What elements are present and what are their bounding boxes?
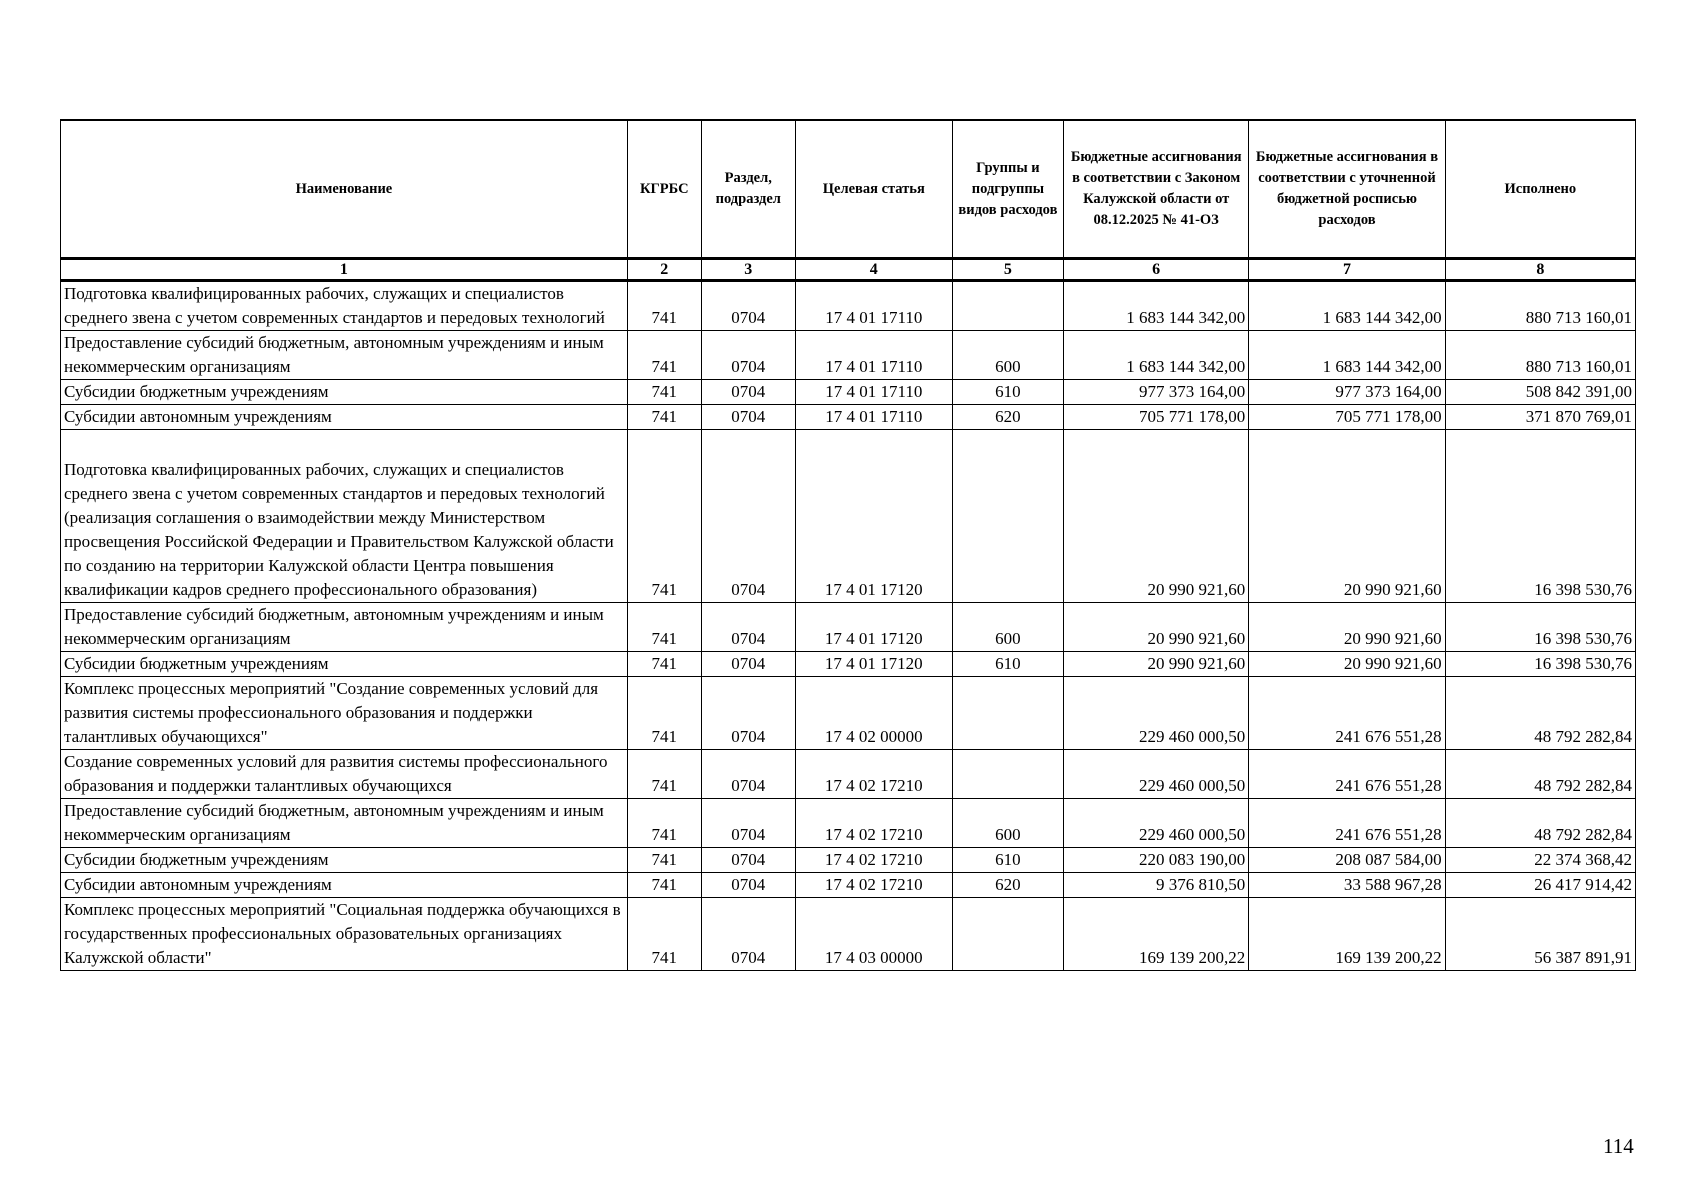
cell-refined-allocation: 241 676 551,28 xyxy=(1249,799,1445,848)
cell-section: 0704 xyxy=(701,898,795,971)
table-header xyxy=(61,120,1636,281)
cell-section: 0704 xyxy=(701,405,795,430)
column-number: 3 xyxy=(701,259,795,281)
cell-name: Предоставление субсидий бюджетным, автономным учреждениям и иным некоммерческим организациям xyxy=(61,603,628,652)
column-number: 1 xyxy=(61,259,628,281)
column-number: 6 xyxy=(1064,259,1249,281)
document-sheet xyxy=(60,119,1636,971)
cell-name: Предоставление субсидий бюджетным, автономным учреждениям и иным некоммерческим организациям xyxy=(61,331,628,380)
cell-executed: 22 374 368,42 xyxy=(1445,848,1635,873)
cell-executed: 371 870 769,01 xyxy=(1445,405,1635,430)
cell-target: 17 4 01 17120 xyxy=(795,430,952,603)
header-kgrbs: КГРБС xyxy=(627,120,701,259)
cell-law-allocation: 977 373 164,00 xyxy=(1064,380,1249,405)
table-row xyxy=(61,677,1636,750)
cell-section: 0704 xyxy=(701,430,795,603)
cell-kgrbs: 741 xyxy=(627,799,701,848)
cell-section: 0704 xyxy=(701,331,795,380)
cell-executed: 48 792 282,84 xyxy=(1445,799,1635,848)
cell-target: 17 4 03 00000 xyxy=(795,898,952,971)
cell-group xyxy=(952,898,1063,971)
cell-section: 0704 xyxy=(701,750,795,799)
header-target: Целевая статья xyxy=(795,120,952,259)
cell-name: Субсидии бюджетным учреждениям xyxy=(61,848,628,873)
header-section: Раздел, подраздел xyxy=(701,120,795,259)
cell-target: 17 4 01 17120 xyxy=(795,603,952,652)
cell-executed: 880 713 160,01 xyxy=(1445,281,1635,331)
cell-name: Субсидии бюджетным учреждениям xyxy=(61,380,628,405)
cell-law-allocation: 1 683 144 342,00 xyxy=(1064,331,1249,380)
cell-kgrbs: 741 xyxy=(627,603,701,652)
cell-name: Субсидии автономным учреждениям xyxy=(61,873,628,898)
cell-section: 0704 xyxy=(701,380,795,405)
cell-refined-allocation: 33 588 967,28 xyxy=(1249,873,1445,898)
cell-refined-allocation: 705 771 178,00 xyxy=(1249,405,1445,430)
cell-group xyxy=(952,281,1063,331)
cell-law-allocation: 9 376 810,50 xyxy=(1064,873,1249,898)
cell-section: 0704 xyxy=(701,603,795,652)
cell-law-allocation: 169 139 200,22 xyxy=(1064,898,1249,971)
column-number: 8 xyxy=(1445,259,1635,281)
cell-law-allocation: 220 083 190,00 xyxy=(1064,848,1249,873)
cell-refined-allocation: 20 990 921,60 xyxy=(1249,430,1445,603)
cell-kgrbs: 741 xyxy=(627,898,701,971)
cell-target: 17 4 01 17110 xyxy=(795,331,952,380)
cell-target: 17 4 01 17110 xyxy=(795,380,952,405)
cell-executed: 56 387 891,91 xyxy=(1445,898,1635,971)
table-row xyxy=(61,848,1636,873)
cell-kgrbs: 741 xyxy=(627,750,701,799)
cell-law-allocation: 229 460 000,50 xyxy=(1064,750,1249,799)
cell-target: 17 4 02 17210 xyxy=(795,873,952,898)
budget-table xyxy=(60,119,1636,971)
table-row xyxy=(61,652,1636,677)
cell-refined-allocation: 241 676 551,28 xyxy=(1249,677,1445,750)
cell-group xyxy=(952,430,1063,603)
column-number: 5 xyxy=(952,259,1063,281)
cell-law-allocation: 20 990 921,60 xyxy=(1064,652,1249,677)
page-number: 114 xyxy=(1603,1134,1634,1158)
cell-target: 17 4 02 17210 xyxy=(795,799,952,848)
cell-law-allocation: 20 990 921,60 xyxy=(1064,603,1249,652)
cell-executed: 16 398 530,76 xyxy=(1445,603,1635,652)
cell-group: 600 xyxy=(952,603,1063,652)
cell-executed: 48 792 282,84 xyxy=(1445,677,1635,750)
cell-law-allocation: 20 990 921,60 xyxy=(1064,430,1249,603)
table-row xyxy=(61,331,1636,380)
cell-target: 17 4 02 00000 xyxy=(795,677,952,750)
cell-name: Субсидии автономным учреждениям xyxy=(61,405,628,430)
header-law-allocation: Бюджетные ассигнования в соответствии с Законом Калужской области от 08.12.2025 № 41-ОЗ xyxy=(1064,120,1249,259)
cell-refined-allocation: 1 683 144 342,00 xyxy=(1249,281,1445,331)
cell-target: 17 4 01 17110 xyxy=(795,405,952,430)
cell-name: Подготовка квалифицированных рабочих, служащих и специалистов среднего звена с учетом современных стандартов и передовых технологий xyxy=(61,281,628,331)
header-name: Наименование xyxy=(61,120,628,259)
table-row xyxy=(61,799,1636,848)
cell-section: 0704 xyxy=(701,281,795,331)
cell-kgrbs: 741 xyxy=(627,281,701,331)
cell-refined-allocation: 241 676 551,28 xyxy=(1249,750,1445,799)
cell-law-allocation: 229 460 000,50 xyxy=(1064,799,1249,848)
cell-name: Субсидии бюджетным учреждениям xyxy=(61,652,628,677)
table-row xyxy=(61,405,1636,430)
table-row xyxy=(61,750,1636,799)
cell-group: 610 xyxy=(952,380,1063,405)
table-row xyxy=(61,380,1636,405)
cell-group: 620 xyxy=(952,873,1063,898)
cell-kgrbs: 741 xyxy=(627,380,701,405)
cell-name: Создание современных условий для развития системы профессионального образования и поддержки талантливых обучающихся xyxy=(61,750,628,799)
cell-executed: 16 398 530,76 xyxy=(1445,430,1635,603)
cell-target: 17 4 02 17210 xyxy=(795,848,952,873)
cell-kgrbs: 741 xyxy=(627,677,701,750)
cell-refined-allocation: 1 683 144 342,00 xyxy=(1249,331,1445,380)
column-number: 7 xyxy=(1249,259,1445,281)
header-executed: Исполнено xyxy=(1445,120,1635,259)
cell-name: Подготовка квалифицированных рабочих, служащих и специалистов среднего звена с учетом современных стандартов и передовых технологий (реализация соглашения о взаимодействии между Министерством просвещения Российской Федерации и Правительством Калужской области по созданию на территории Калужской области Центра повышения квалификации кадров среднего профессионального образования) xyxy=(61,430,628,603)
cell-executed: 16 398 530,76 xyxy=(1445,652,1635,677)
cell-target: 17 4 01 17120 xyxy=(795,652,952,677)
cell-refined-allocation: 20 990 921,60 xyxy=(1249,652,1445,677)
cell-section: 0704 xyxy=(701,652,795,677)
cell-kgrbs: 741 xyxy=(627,405,701,430)
cell-law-allocation: 705 771 178,00 xyxy=(1064,405,1249,430)
cell-target: 17 4 01 17110 xyxy=(795,281,952,331)
cell-group: 610 xyxy=(952,652,1063,677)
cell-group xyxy=(952,677,1063,750)
table-row xyxy=(61,603,1636,652)
header-group: Группы и подгруппы видов расходов xyxy=(952,120,1063,259)
cell-section: 0704 xyxy=(701,677,795,750)
cell-group: 600 xyxy=(952,331,1063,380)
cell-refined-allocation: 208 087 584,00 xyxy=(1249,848,1445,873)
cell-kgrbs: 741 xyxy=(627,848,701,873)
cell-kgrbs: 741 xyxy=(627,430,701,603)
cell-group xyxy=(952,750,1063,799)
table-row xyxy=(61,873,1636,898)
cell-section: 0704 xyxy=(701,873,795,898)
cell-target: 17 4 02 17210 xyxy=(795,750,952,799)
cell-law-allocation: 229 460 000,50 xyxy=(1064,677,1249,750)
column-number: 2 xyxy=(627,259,701,281)
table-row xyxy=(61,898,1636,971)
cell-section: 0704 xyxy=(701,848,795,873)
cell-executed: 48 792 282,84 xyxy=(1445,750,1635,799)
cell-refined-allocation: 169 139 200,22 xyxy=(1249,898,1445,971)
cell-law-allocation: 1 683 144 342,00 xyxy=(1064,281,1249,331)
column-number-row xyxy=(61,259,1636,281)
cell-executed: 880 713 160,01 xyxy=(1445,331,1635,380)
header-refined-allocation: Бюджетные ассигнования в соответствии с уточненной бюджетной росписью расходов xyxy=(1249,120,1445,259)
cell-name: Комплекс процессных мероприятий "Создание современных условий для развития системы профессионального образования и поддержки талантливых обучающихся" xyxy=(61,677,628,750)
cell-refined-allocation: 977 373 164,00 xyxy=(1249,380,1445,405)
table-row xyxy=(61,281,1636,331)
cell-refined-allocation: 20 990 921,60 xyxy=(1249,603,1445,652)
table-body xyxy=(61,281,1636,971)
cell-group: 600 xyxy=(952,799,1063,848)
cell-group: 610 xyxy=(952,848,1063,873)
cell-name: Предоставление субсидий бюджетным, автономным учреждениям и иным некоммерческим организациям xyxy=(61,799,628,848)
cell-kgrbs: 741 xyxy=(627,331,701,380)
cell-executed: 508 842 391,00 xyxy=(1445,380,1635,405)
column-number: 4 xyxy=(795,259,952,281)
cell-kgrbs: 741 xyxy=(627,652,701,677)
cell-executed: 26 417 914,42 xyxy=(1445,873,1635,898)
table-row xyxy=(61,430,1636,603)
cell-name: Комплекс процессных мероприятий "Социальная поддержка обучающихся в государственных профессиональных образовательных организациях Калужской области" xyxy=(61,898,628,971)
header-row xyxy=(61,120,1636,259)
cell-kgrbs: 741 xyxy=(627,873,701,898)
cell-group: 620 xyxy=(952,405,1063,430)
cell-section: 0704 xyxy=(701,799,795,848)
